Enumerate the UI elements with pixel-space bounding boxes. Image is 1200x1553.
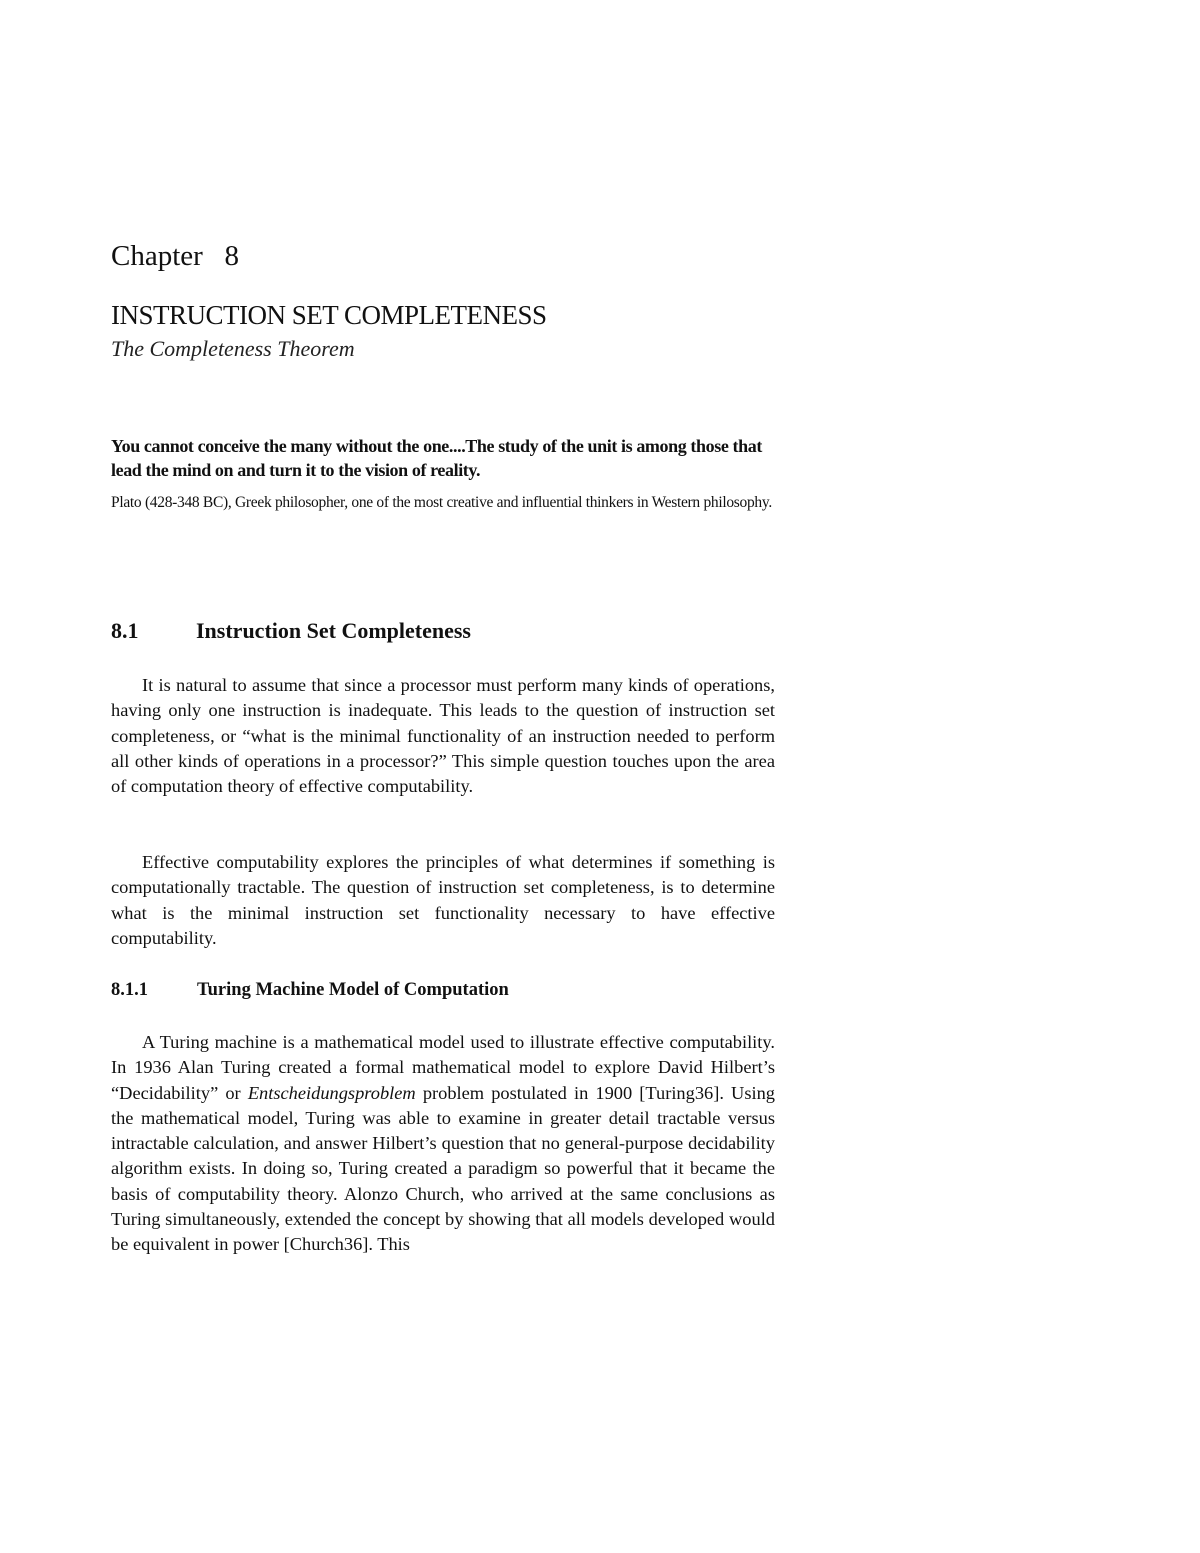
epigraph-attribution: Plato (428-348 BC), Greek philosopher, one of the most creative and influential thinkers in Western philosophy. bbox=[111, 494, 772, 511]
subsection-heading bbox=[111, 980, 509, 1001]
emphasized-term: Entscheidungsproblem bbox=[247, 1082, 416, 1103]
subsection-title: Turing Machine Model of Computation bbox=[197, 980, 509, 1000]
section-number: 8.1 bbox=[111, 618, 139, 643]
paragraph-text-before: A Turing machine is a mathematical model used to illustrate effective computability. In 1936 Alan Turing created a formal mathematical model to explore David Hilbert’s “Decidability” or bbox=[111, 1032, 775, 1103]
chapter-title: INSTRUCTION SET COMPLETENESS bbox=[111, 300, 547, 330]
section-paragraph-1: It is natural to assume that since a processor must perform many kinds of operations, having only one instruction is inadequate. This leads to the question of instruction set completeness, or “what is the minimal functionality of an instruction needed to perform all other kinds of operations in a processor?” This simple question touches upon the area of computation theory of effective computability. bbox=[111, 675, 775, 797]
section-paragraph-2: Effective computability explores the principles of what determines if something is computationally tractable. The question of instruction set completeness, is to determine what is the minimal instruction set functionality necessary to have effective computability. bbox=[111, 852, 775, 948]
paragraph-text-after: problem postulated in 1900 [Turing36]. Using the mathematical model, Turing was able to examine in greater detail tractable versus intractable calculation, and answer Hilbert’s question that no general-purpose decidability algorithm exists. In doing so, Turing created a paradigm so powerful that it became the basis of computability theory. Alonzo Church, who arrived at the same conclusions as Turing simultaneously, extended the concept by showing that all models developed would be equivalent in power [Church36]. This bbox=[111, 1082, 775, 1255]
section-heading bbox=[111, 618, 471, 644]
subsection-paragraph bbox=[111, 1030, 775, 1258]
section-title: Instruction Set Completeness bbox=[196, 618, 471, 643]
chapter-label: Chapter 8 bbox=[111, 240, 240, 272]
epigraph-quote: You cannot conceive the many without the one....The study of the unit is among those that lead the mind on and turn it to the vision of reality. bbox=[111, 436, 762, 480]
chapter-subtitle: The Completeness Theorem bbox=[111, 336, 355, 361]
subsection-number: 8.1.1 bbox=[111, 980, 148, 1000]
